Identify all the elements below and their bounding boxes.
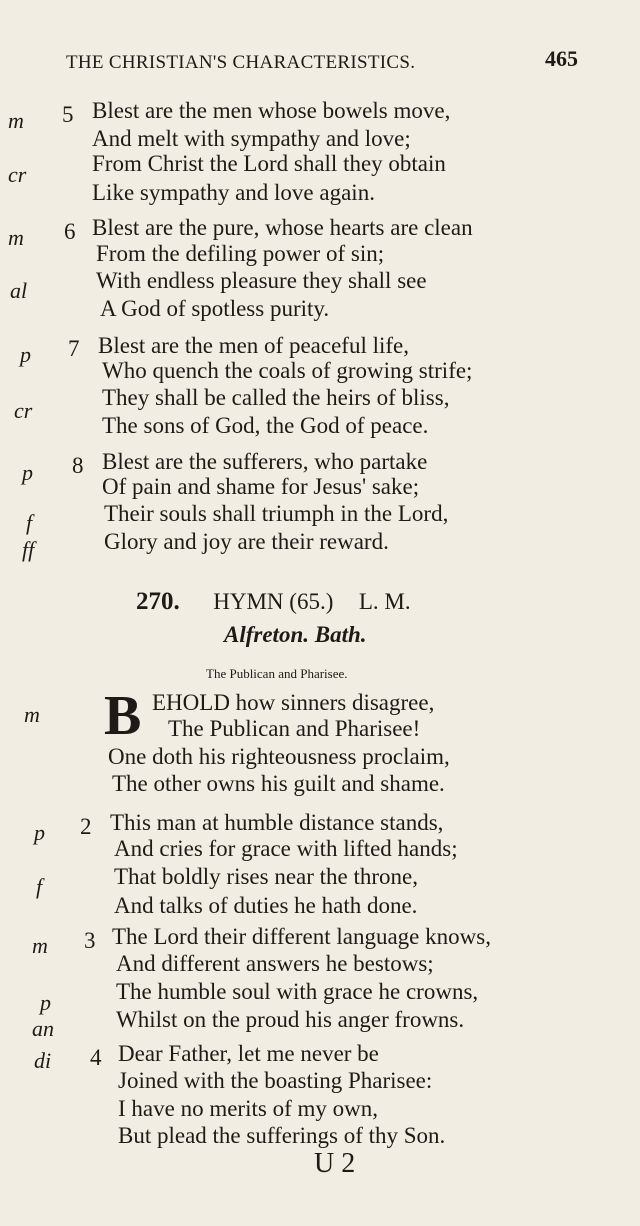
verse-line: From Christ the Lord shall they obtain xyxy=(92,151,446,176)
verse-line: The other owns his guilt and shame. xyxy=(112,771,445,796)
verse-line: I have no merits of my own, xyxy=(118,1096,378,1121)
verse-line: Whilst on the proud his anger frowns. xyxy=(116,1007,465,1032)
dynamic-mark: p xyxy=(34,820,45,845)
tune-names: Alfreton. Bath. xyxy=(224,622,367,647)
verse-line: Blest are the pure, whose hearts are clean xyxy=(92,215,473,240)
dynamic-mark: ff xyxy=(22,537,35,562)
dynamic-mark: cr xyxy=(8,162,27,187)
dynamic-mark: m xyxy=(24,702,40,727)
verse-line: Of pain and shame for Jesus' sake; xyxy=(102,474,420,499)
verse-line: And melt with sympathy and love; xyxy=(92,126,411,151)
dynamic-mark: p xyxy=(22,460,33,485)
running-header: THE CHRISTIAN'S CHARACTERISTICS. xyxy=(66,52,416,73)
hymn-subject: The Publican and Pharisee. xyxy=(206,666,348,681)
dynamic-mark: an xyxy=(32,1016,54,1041)
verse-line: But plead the sufferings of thy Son. xyxy=(118,1123,446,1148)
verse-line: Dear Father, let me never be xyxy=(118,1041,379,1066)
verse-line: Blest are the sufferers, who partake xyxy=(102,449,428,474)
dynamic-mark: m xyxy=(32,933,48,958)
verse-line: And different answers he bestows; xyxy=(116,951,434,976)
verse-line: Blest are the men whose bowels move, xyxy=(92,98,451,123)
verse-line: They shall be called the heirs of bliss, xyxy=(102,385,450,410)
verse-line: Their souls shall triumph in the Lord, xyxy=(104,501,449,526)
verse-line: Joined with the boasting Pharisee: xyxy=(118,1068,433,1093)
verse-number: 2 xyxy=(80,814,92,839)
verse-line: EHOLD how sinners disagree, xyxy=(152,690,435,715)
verse-line: Glory and joy are their reward. xyxy=(104,529,389,554)
dynamic-mark: di xyxy=(34,1048,52,1073)
verse-number: 5 xyxy=(62,102,74,127)
verse-line: The Lord their different language knows, xyxy=(112,924,491,949)
verse-line: A God of spotless purity. xyxy=(100,296,330,321)
verse-line: Who quench the coals of growing strife; xyxy=(102,358,473,383)
dynamic-mark: cr xyxy=(14,398,33,423)
verse-line: The Publican and Pharisee! xyxy=(168,716,421,741)
dynamic-mark: al xyxy=(10,278,28,303)
verse-number: 7 xyxy=(68,336,80,361)
verse-number: 4 xyxy=(90,1045,102,1070)
hymn-number: 270. xyxy=(136,588,180,615)
dynamic-mark: f xyxy=(36,874,43,899)
hymn-label: HYMN (65.) xyxy=(213,589,334,614)
verse-line: That boldly rises near the throne, xyxy=(114,864,419,889)
signature-mark: U 2 xyxy=(314,1148,356,1179)
drop-cap: B xyxy=(104,685,142,747)
dynamic-mark: m xyxy=(8,225,24,250)
page-number: 465 xyxy=(545,46,578,71)
verse-number: 6 xyxy=(64,219,76,244)
dynamic-mark: p xyxy=(40,990,51,1015)
dynamic-mark: p xyxy=(20,342,31,367)
verse-number: 8 xyxy=(72,453,84,478)
verse-line: One doth his righteousness proclaim, xyxy=(108,744,450,769)
verse-line: Like sympathy and love again. xyxy=(92,180,375,205)
verse-line: With endless pleasure they shall see xyxy=(96,268,427,293)
verse-line: And cries for grace with lifted hands; xyxy=(114,836,458,861)
verse-line: Blest are the men of peaceful life, xyxy=(98,333,409,358)
verse-line: This man at humble distance stands, xyxy=(110,810,444,835)
verse-line: The sons of God, the God of peace. xyxy=(102,413,429,438)
verse-number: 3 xyxy=(84,928,96,953)
verse-line: The humble soul with grace he crowns, xyxy=(116,979,479,1004)
dynamic-mark: f xyxy=(26,510,33,535)
hymn-meter: L. M. xyxy=(358,589,411,614)
verse-line: And talks of duties he hath done. xyxy=(114,893,418,918)
hymn-heading xyxy=(136,588,411,616)
dynamic-mark: m xyxy=(8,108,24,133)
verse-line: From the defiling power of sin; xyxy=(96,241,385,266)
